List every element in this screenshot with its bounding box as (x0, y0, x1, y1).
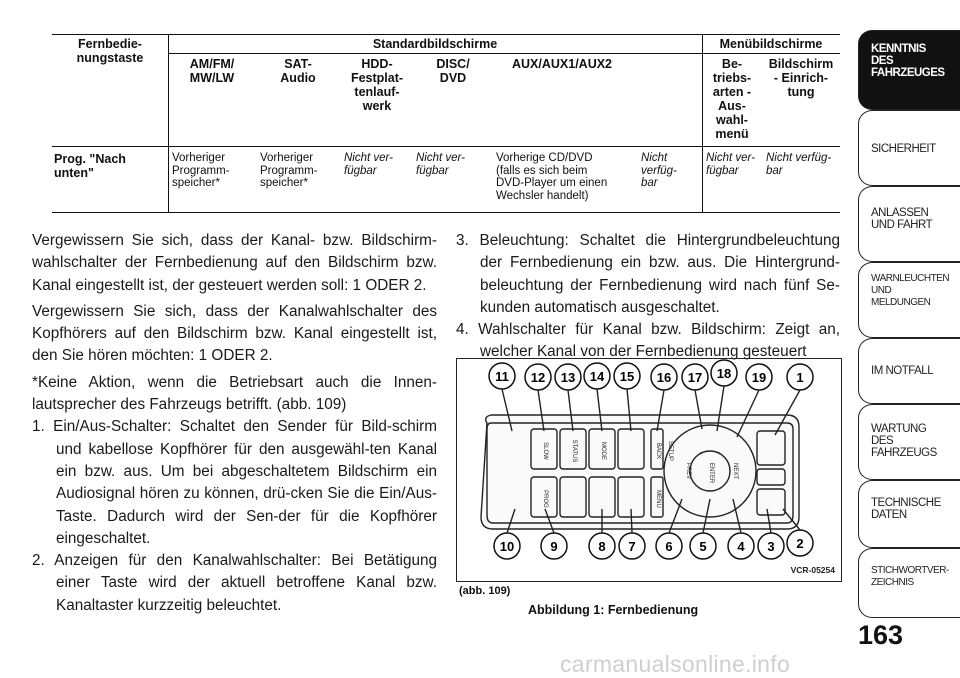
list-item-2: 2. Anzeigen für den Kanalwahlschalter: Bei Betätigung einer Taste wird der aktuell betroffene Kanal bzw. Kanaltaster kurzzeitig beleuchtet. (32, 552, 437, 614)
col-header-amfm: AM/FM/ MW/LW (189, 57, 235, 85)
svg-text:8: 8 (598, 539, 606, 554)
callout-5 (690, 533, 716, 559)
figure-caption: Abbildung 1: Fernbedienung (528, 603, 699, 617)
svg-text:10: 10 (499, 539, 515, 554)
callout-1 (787, 364, 813, 390)
figure-code: VCR-05254 (790, 565, 835, 575)
right-column (456, 230, 840, 364)
cell-amfm: Vorheriger Programm- speicher* (172, 152, 230, 189)
cell-disc: Nicht ver- fügbar (416, 152, 465, 177)
callout-18 (711, 360, 737, 386)
svg-text:17: 17 (687, 370, 703, 385)
col-header-key: Fernbedie- nungstaste (76, 37, 144, 65)
svg-text:14: 14 (589, 369, 605, 384)
button-label-mode: MODE (600, 442, 606, 460)
svg-text:6: 6 (665, 539, 673, 554)
svg-text:9: 9 (550, 539, 558, 554)
col-header-screen: Bildschirm - Einrich- tung (768, 57, 834, 99)
svg-text:1: 1 (796, 370, 804, 385)
callout-3 (758, 533, 784, 559)
button-label-setup: SETUP (667, 440, 673, 462)
cell-screen: Nicht verfüg- bar (766, 152, 832, 177)
callout-16 (651, 364, 677, 390)
button-label-prog: PROG (542, 490, 548, 508)
page-number: 163 (858, 620, 904, 650)
button-label-next: NEXT (732, 462, 738, 480)
paragraph-channel-remote: Vergewissern Sie sich, dass der Kanal- bzw. Bildschirm-wahlschalter der Fernbedienung auf den Bildschirm bzw. Kanal eingestellt ist, der gesteuert werden soll: 1 ODER 2. (32, 232, 437, 294)
tab-anlassen-und-fahrt[interactable]: ANLASSEN UND FAHRT (858, 186, 960, 262)
tab-wartung[interactable]: WARTUNG DES FAHRZEUGS (858, 404, 960, 480)
svg-text:11: 11 (495, 369, 509, 384)
group-header-standard: Standardbildschirme (372, 37, 498, 51)
tab-technische-daten[interactable]: TECHNISCHE DATEN (858, 480, 960, 548)
svg-text:15: 15 (619, 369, 635, 384)
svg-text:18: 18 (716, 366, 732, 381)
paragraph-channel-headphones: Vergewissern Sie sich, dass der Kanalwahlschalter des Kopfhörers auf den Bildschirm bzw. Kanal eingestellt ist, den Sie hören möchten: 1 ODER 2. (32, 302, 437, 365)
callout-6 (656, 533, 682, 559)
callout-2 (787, 530, 813, 556)
remote-control-figure (456, 358, 842, 582)
svg-text:7: 7 (628, 539, 636, 554)
svg-text:19: 19 (751, 370, 767, 385)
col-header-aux: AUX/AUX1/AUX2 (511, 57, 613, 71)
svg-text:5: 5 (699, 539, 707, 554)
callout-15 (614, 363, 640, 389)
list-item-1: 1. Ein/Aus-Schalter: Schaltet den Sender für Bild-schirm und kabellose Kopfhörer für den ausgewähl-ten Kanal ein bzw. aus. Um bei abgeschaltetem Bildschirm ein Audiosignal hören zu können, drü-cken Sie die Ein/Aus-Taste. Dadurch wird der Sen-der für die Kopfhörer eingeschaltet. (32, 418, 437, 547)
figure-ref: (abb. 109) (459, 585, 511, 597)
svg-text:2: 2 (796, 536, 804, 551)
chapter-tabs (858, 30, 960, 618)
callout-9 (541, 533, 567, 559)
tab-warnleuchten[interactable]: WARNLEUCHTEN UND MELDUNGEN (858, 262, 960, 338)
button-label-status: STATUS (571, 439, 577, 463)
callout-8 (589, 533, 615, 559)
svg-text:13: 13 (560, 370, 576, 385)
tab-im-notfall[interactable]: IM NOTFALL (858, 338, 960, 404)
group-header-menu: Menübildschirme (719, 37, 823, 51)
paragraph-footnote: *Keine Aktion, wenn die Betriebsart auch die Innen-lautsprecher des Fahrzeugs betrifft. (abb. 109) (32, 373, 437, 414)
col-header-hdd: HDD- Festplat- tenlauf- werk (350, 57, 404, 113)
list-item-4: 4. Wahlschalter für Kanal bzw. Bildschirm: Zeigt an, welcher Kanal von der Fernbedienung gesteuert (456, 321, 840, 361)
callout-4 (728, 533, 754, 559)
callout-19 (746, 364, 772, 390)
col-header-modes: Be- triebs- arten - Aus- wahl- menü (712, 57, 752, 141)
button-label-slow: SLOW (542, 442, 548, 460)
button-label-menu: MENU (655, 490, 661, 508)
left-column (32, 230, 437, 617)
callout-13 (555, 364, 581, 390)
col-header-sat: SAT- Audio (280, 57, 316, 85)
cell-modes: Nicht ver- fügbar (706, 152, 755, 177)
tab-kenntnis-des-fahrzeuges[interactable]: KENNTNIS DES FAHRZEUGES (858, 30, 960, 110)
col-header-disc: DISC/ DVD (436, 57, 470, 85)
svg-text:4: 4 (737, 539, 745, 554)
cell-empty-col: Nicht verfüg- bar (641, 152, 677, 189)
cell-hdd: Nicht ver- fügbar (344, 152, 393, 177)
remote-control-illustration (457, 359, 840, 580)
cell-sat: Vorheriger Programm- speicher* (260, 152, 318, 189)
button-label-prev: PREV (685, 462, 691, 480)
function-table (52, 34, 840, 212)
callout-14 (584, 363, 610, 389)
button-label-enter: ENTER (708, 462, 714, 484)
callout-7 (619, 533, 645, 559)
callout-11 (489, 363, 515, 389)
tab-sicherheit[interactable]: SICHERHEIT (858, 110, 960, 186)
button-label-back: BACK (655, 442, 661, 460)
svg-text:3: 3 (767, 539, 775, 554)
list-item-3: 3. Beleuchtung: Schaltet die Hintergrundbeleuchtung der Fernbedienung ein bzw. aus. Die Hintergrund-beleuchtung der Fernbedienung wird nach fünf Se-kunden automatisch ausgeschaltet. (456, 232, 840, 316)
cell-aux: Vorherige CD/DVD (falls es sich beim DVD-Player um einen Wechsler handelt) (496, 152, 608, 202)
remote-body (481, 386, 800, 533)
tab-stichwortverzeichnis[interactable]: STICHWORTVER- ZEICHNIS (858, 548, 960, 618)
svg-text:16: 16 (656, 370, 672, 385)
callout-10 (494, 533, 520, 559)
svg-text:12: 12 (530, 370, 546, 385)
callout-17 (682, 364, 708, 390)
row-key-prog-down: Prog. "Nach unten" (54, 152, 126, 180)
callout-12 (525, 364, 551, 390)
watermark: carmanualsonline.info (560, 651, 791, 677)
